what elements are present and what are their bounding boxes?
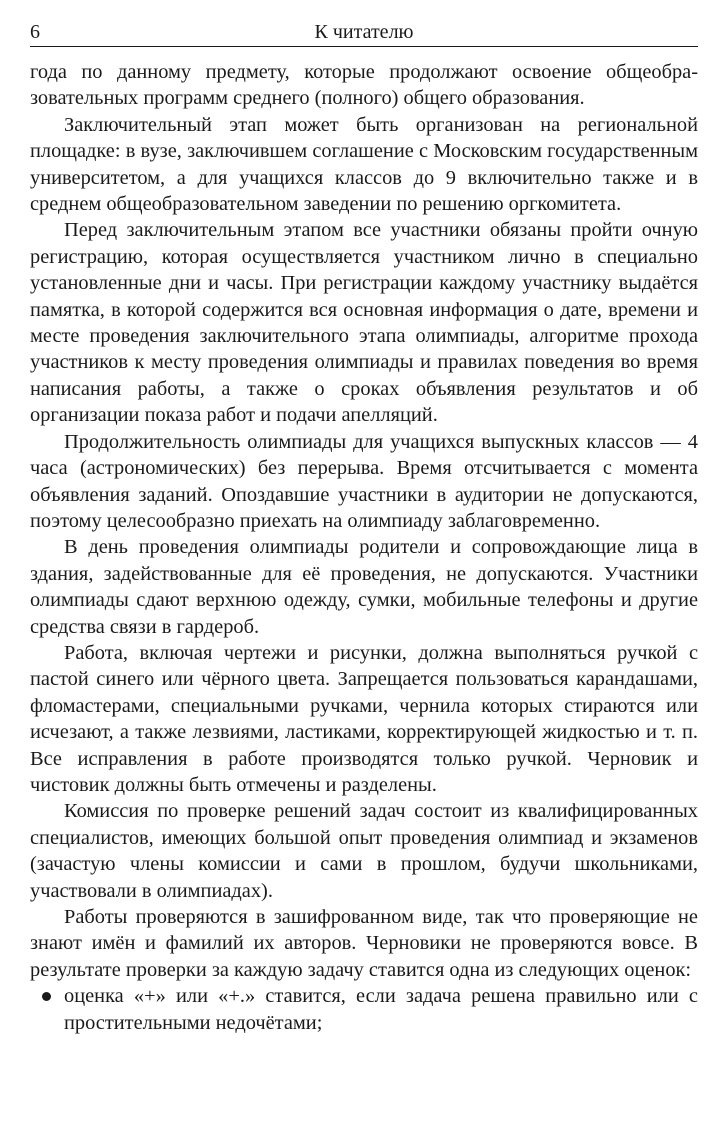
paragraph-grading: Работы проверяются в зашифрованном виде, так что проверяющие не знают имён и фамилий их авторов. Черновики не проверяются вовсе. В результате проверки за каждую задачу ставится одна из следующих оценок: [30, 906, 698, 981]
paragraph-duration: Продолжительность олимпиады для учащихся выпускных классов — 4 часа (астрономических) без перерыва. Время отсчитывается с момента объявления заданий. Опоздавшие участники в аудитории не допускаются, поэтому целесообразно приехать на олимпиаду заблаговременно. [30, 430, 698, 532]
paragraph-registration: Перед заключительным этапом все участники обязаны пройти очную регистрацию, которая осуществляется участником лично в специально установленные дни и часы. При регистрации каждому участнику выдаётся памятка, в которой содержится вся основная информация о дате, времени и месте проведения заключительного этапа олимпиады, алгоритме прохода участников к месту проведения олимпиады и правилах поведения во время написания работы, а также о сроках объявления результатов и об организации показа работ и подачи апелляций. [30, 219, 698, 427]
paragraph-continuation: года по данному предмету, которые продолжают освоение общеобразовательных программ среднего (полного) общего образования. [30, 61, 698, 110]
page-number: 6 [30, 21, 40, 43]
paragraph-final-stage-venue: Заключительный этап может быть организован на региональной площадке: в вузе, заключившем соглашение с Московским государственным университетом, а для учащихся классов до 9 включительно также и в среднем общеобразовательном заведении по решению оргкомитета. [30, 113, 698, 216]
list-item [30, 983, 698, 1036]
paragraph-writing-rules: Работа, включая чертежи и рисунки, должна выполняться ручкой с пастой синего или чёрного цвета. Запрещается пользоваться карандашами, фломастерами, специальными ручками, чернила которых стираются или исчезают, а также лезвиями, ластиками, корректирующей жидкостью и т. п. Все исправления в работе производятся только ручкой. Черновик и чистовик должны быть отмечены и разделены. [30, 641, 698, 796]
running-header [30, 18, 698, 47]
running-title: К читателю [314, 21, 414, 43]
paragraph-commission: Комиссия по проверке решений задач состоит из квалифицированных специалистов, имеющих большой опыт проведения олимпиад и экзаменов (зачастую члены комиссии и сами в прошлом, будучи школьниками, участвовали в олимпиадах). [30, 800, 698, 902]
bullet-icon [42, 992, 51, 1001]
body-text [30, 59, 698, 1036]
grades-list [30, 983, 698, 1036]
paragraph-admission: В день проведения олимпиады родители и сопровождающие лица в здания, задействованные для её проведения, не допускаются. Участники олимпиады сдают верхнюю одежду, сумки, мобильные телефоны и другие средства связи в гардероб. [30, 536, 698, 638]
list-item-text: оценка «+» или «+.» ставится, если задача решена правильно или с простительными недочётами; [64, 985, 698, 1034]
